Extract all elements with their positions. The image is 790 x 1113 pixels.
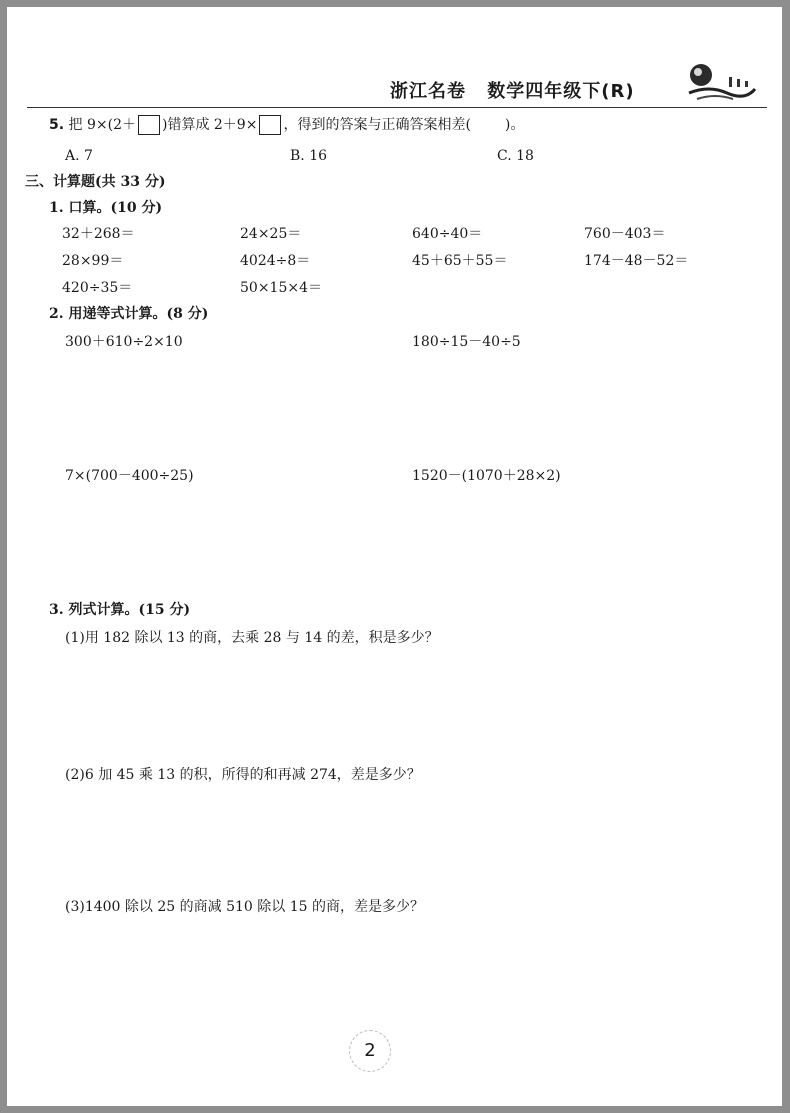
page-number: 2 — [349, 1030, 391, 1072]
oral-item: 760－403＝ — [584, 226, 666, 242]
question-5 — [49, 115, 524, 135]
oral-item: 28×99＝ — [62, 253, 124, 269]
question-5-text-2: )错算成 2＋9× — [161, 117, 258, 133]
header-subject: 数学四年级下(R) — [487, 81, 635, 102]
column-item: (1)用 182 除以 13 的商，去乘 28 与 14 的差，积是多少？ — [65, 630, 439, 646]
stepwise-item: 1520－(1070＋28×2) — [412, 468, 561, 484]
column-title: 3. 列式计算。(15 分) — [49, 602, 191, 618]
question-5-text-4: )。 — [504, 117, 525, 133]
oral-item: 420÷35＝ — [62, 280, 133, 296]
question-5-text-3: ，得到的答案与正确答案相差( — [283, 117, 471, 133]
worksheet-page — [7, 7, 782, 1106]
oral-item: 24×25＝ — [240, 226, 302, 242]
option-b: B. 16 — [290, 148, 328, 164]
column-item: (3)1400 除以 25 的商减 510 除以 15 的商，差是多少？ — [65, 899, 424, 915]
blank-box — [259, 115, 281, 135]
oral-item: 32＋268＝ — [62, 226, 135, 242]
stepwise-title: 2. 用递等式计算。(8 分) — [49, 306, 209, 322]
question-5-number: 5. — [49, 117, 65, 133]
column-item: (2)6 加 45 乘 13 的积，所得的和再减 274，差是多少？ — [65, 767, 421, 783]
stepwise-item: 180÷15－40÷5 — [412, 334, 521, 350]
option-a: A. 7 — [65, 148, 93, 164]
stepwise-item: 7×(700－400÷25) — [65, 468, 194, 484]
header-rule — [27, 107, 767, 108]
header-series: 浙江名卷 — [390, 81, 466, 102]
stepwise-item: 300＋610÷2×10 — [65, 334, 183, 350]
oral-title: 1. 口算。(10 分) — [49, 200, 163, 216]
oral-item: 50×15×4＝ — [240, 280, 322, 296]
oral-item: 45＋65＋55＝ — [412, 253, 508, 269]
publisher-logo-icon — [687, 59, 757, 109]
oral-item: 640÷40＝ — [412, 226, 483, 242]
question-5-text-1: 把 9×(2＋ — [68, 117, 136, 133]
oral-item: 4024÷8＝ — [240, 253, 311, 269]
oral-item: 174－48－52＝ — [584, 253, 689, 269]
option-c: C. 18 — [497, 148, 534, 164]
page-header — [390, 77, 635, 103]
section-title: 三、计算题(共 33 分) — [25, 174, 166, 190]
blank-box — [138, 115, 160, 135]
